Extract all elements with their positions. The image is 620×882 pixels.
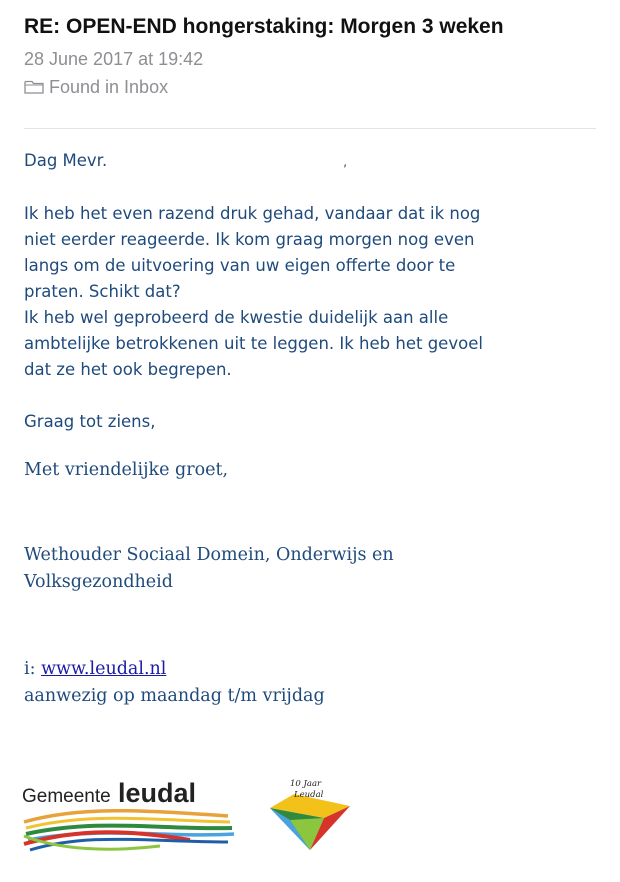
availability: aanwezig op maandag t/m vrijdag: [24, 686, 325, 706]
website-link[interactable]: www.leudal.nl: [41, 659, 167, 679]
email-date: 28 June 2017 at 19:42: [24, 49, 204, 69]
role-line-2: Volksgezondheid: [24, 572, 173, 592]
svg-text:Leudal: Leudal: [294, 790, 324, 800]
mailbox-label: Found in Inbox: [49, 77, 169, 97]
message-header: [24, 12, 604, 100]
closing: Graag tot ziens,: [24, 412, 156, 431]
greeting: Dag Mevr. ,: [24, 151, 348, 170]
signoff: Met vriendelijke groet,: [24, 460, 229, 480]
role-line-1: Wethouder Sociaal Domein, Onderwijs en: [24, 545, 394, 565]
body-line-2: niet eerder reageerde. Ik kom graag morgen nog even: [24, 230, 475, 249]
body-line-4: praten. Schikt dat?: [24, 282, 181, 301]
body-line-7: dat ze het ook begrepen.: [24, 360, 232, 379]
signature-logos: [20, 770, 360, 870]
email-subject: RE: OPEN-END hongerstaking: Morgen 3 weken: [24, 15, 504, 38]
website-row: i: www.leudal.nl: [24, 659, 167, 679]
body-line-6: ambtelijke betrokkenen uit te leggen. Ik heb het gevoel: [24, 334, 483, 353]
email-body: [24, 148, 604, 710]
body-line-1: Ik heb het even razend druk gehad, vandaar dat ik nog: [24, 204, 481, 223]
svg-text:leudal: leudal: [118, 778, 197, 808]
folder-icon: [24, 79, 44, 95]
svg-text:10 Jaar: 10 Jaar: [290, 779, 322, 789]
anniversary-logo: [250, 770, 360, 860]
svg-text:Gemeente: Gemeente: [22, 786, 111, 807]
body-line-5: Ik heb wel geprobeerd de kwestie duidelijk aan alle: [24, 308, 449, 327]
body-line-3: langs om de uitvoering van uw eigen offerte door te: [24, 256, 456, 275]
mailbox-location[interactable]: [24, 74, 604, 100]
header-divider: [24, 128, 596, 129]
